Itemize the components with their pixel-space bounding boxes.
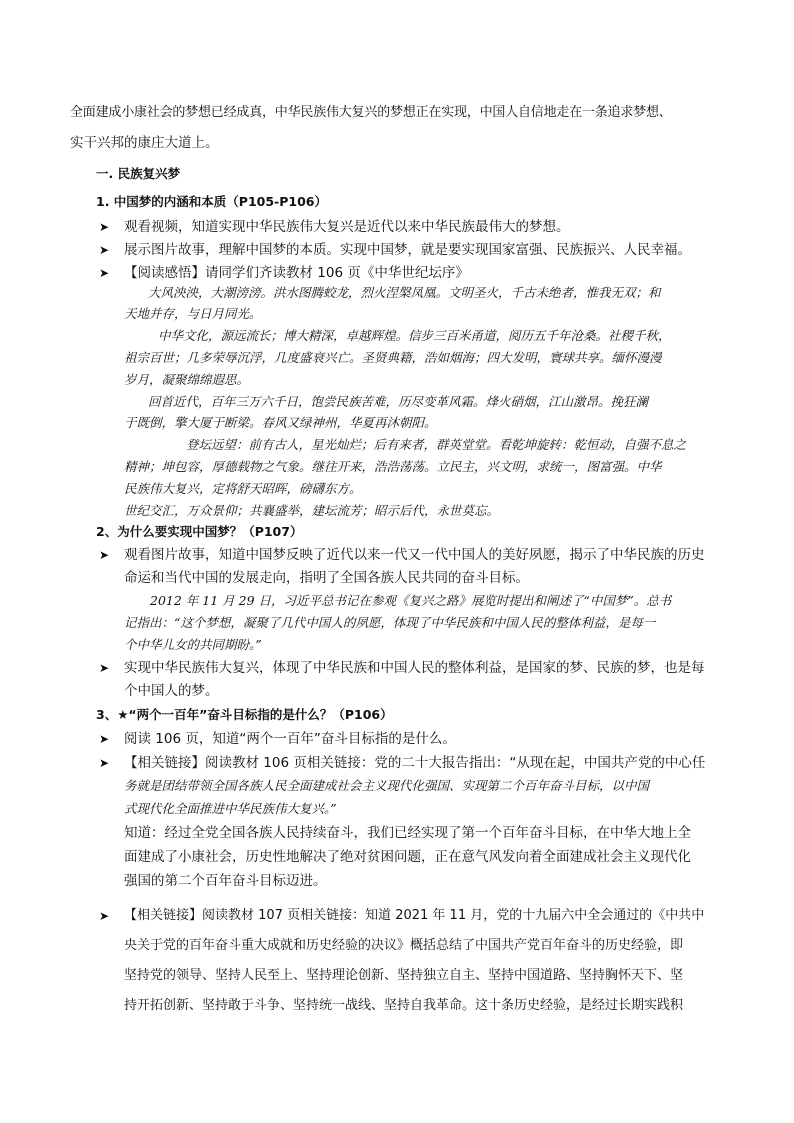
bullet-arrow-icon: ➤	[98, 266, 110, 280]
q2-quote-line: 2012 年 11 月 29 日，习近平总书记在参观《复兴之路》展览时提出和阐述了“中国梦”。总书	[150, 593, 672, 608]
q1-bullet-3: 【阅读感悟】请同学们齐读教材 106 页《中华世纪坛序》	[124, 265, 469, 281]
poem-line: 登坛远望：前有古人，星光灿烂；后有来者，群英堂堂。看乾坤旋转：乾恒动，自强不息之	[186, 437, 687, 452]
q2-quote-line: 个中华儿女的共同期盼。”	[124, 637, 262, 652]
q3-bullet-2-line-2: 务就是团结带领全国各族人民全面建成社会主义现代化强国、实现第二个百年奋斗目标，以中国	[124, 778, 650, 793]
q3-know-line: 强国的第二个百年奋斗目标迈进。	[124, 873, 327, 889]
poem-line: 中华文化，源远流长；博大精深，卓越辉煌。信步三百米甬道，阅历五千年沧桑。社稷千秋，	[158, 328, 671, 343]
poem-line: 于既倒，擎大厦于断梁。春风又绿神州，华夏再沐朝阳。	[124, 415, 437, 430]
q2-bullet-2-line-1: 实现中华民族伟大复兴，体现了中华民族和中国人民的整体利益，是国家的梦、民族的梦，也是每	[124, 660, 705, 676]
q3-bullet-1: 阅读 106 页，知道“两个一百年”奋斗目标指的是什么。	[124, 731, 456, 747]
q3-bullet-3-line-4: 持开拓创新、坚持敢于斗争、坚持统一战线、坚持自我革命。这十条历史经验，是经过长期实践积	[124, 998, 684, 1013]
bullet-arrow-icon: ➤	[98, 661, 110, 675]
q3-heading: 3、★“两个一百年”奋斗目标指的是什么？（P106）	[96, 707, 393, 722]
poem-line: 回首近代，百年三万六千日，饱尝民族苦难，历尽变革风霜。烽火硝烟，江山激昂。挽狂澜	[148, 394, 649, 409]
q2-heading: 2、为什么要实现中国梦？（P107）	[96, 524, 303, 539]
poem-line: 岁月，凝聚绵绵遐思。	[124, 372, 250, 387]
q1-heading: 1. 中国梦的内涵和本质（P105-P106）	[96, 194, 327, 209]
bullet-arrow-icon: ➤	[98, 548, 110, 562]
poem-line: 祖宗百世；几多荣辱沉浮，几度盛衰兴亡。圣贤典籍，浩如烟海；四大发明，寰球共享。缅怀漫漫	[124, 350, 662, 365]
q3-know-line: 知道：经过全党全国各族人民持续奋斗，我们已经实现了第一个百年奋斗目标，在中华大地上全	[124, 825, 691, 841]
poem-line: 世纪交汇，万众景仰；共襄盛举，建坛流芳；昭示后代，永世莫忘。	[124, 503, 500, 518]
bullet-arrow-icon: ➤	[98, 732, 110, 746]
q3-bullet-3-line-2: 央关于党的百年奋斗重大成就和历史经验的决议》概括总结了中国共产党百年奋斗的历史经验，即	[124, 938, 684, 953]
q3-bullet-2-line-1: 【相关链接】阅读教材 106 页相关链接：党的二十大报告指出：“从现在起，中国共产党的中心任	[124, 755, 706, 771]
q1-bullet-1: 观看视频，知道实现中华民族伟大复兴是近代以来中华民族最伟大的梦想。	[124, 219, 570, 235]
q3-bullet-2-line-3: 式现代化全面推进中华民族伟大复兴。”	[124, 801, 337, 816]
q2-quote-line: 记指出：“这个梦想，凝聚了几代中国人的夙愿，体现了中华民族和中国人民的整体利益，是每一	[124, 615, 656, 630]
q2-bullet-1-line-2: 命运和当代中国的发展走向，指明了全国各族人民共同的奋斗目标。	[124, 570, 529, 586]
bullet-arrow-icon: ➤	[98, 243, 110, 257]
intro-line-1: 全面建成小康社会的梦想已经成真，中华民族伟大复兴的梦想正在实现，中国人自信地走在一条追求梦想、	[70, 105, 672, 120]
q3-bullet-3-line-1: 【相关链接】阅读教材 107 页相关链接：知道 2021 年 11 月，党的十九届六中全会通过的《中共中	[124, 908, 705, 923]
q3-know-line: 面建成了小康社会，历史性地解决了绝对贫困问题，正在意气风发向着全面建成社会主义现代化	[124, 849, 691, 865]
intro-line-2: 实干兴邦的康庄大道上。	[70, 135, 219, 151]
section-title: 一. 民族复兴梦	[96, 166, 181, 181]
q2-bullet-1-line-1: 观看图片故事，知道中国梦反映了近代以来一代又一代中国人的美好夙愿，揭示了中华民族的历史	[124, 547, 705, 563]
q1-bullet-2: 展示图片故事，理解中国梦的本质。实现中国梦，就是要实现国家富强、民族振兴、人民幸福。	[124, 242, 691, 258]
bullet-arrow-icon: ➤	[98, 909, 110, 923]
bullet-arrow-icon: ➤	[98, 220, 110, 234]
q2-bullet-2-line-2: 个中国人的梦。	[124, 683, 219, 699]
bullet-arrow-icon: ➤	[98, 756, 110, 770]
q3-bullet-3-line-3: 坚持党的领导、坚持人民至上、坚持理论创新、坚持独立自主、坚持中国道路、坚持胸怀天下、坚	[124, 968, 684, 983]
poem-line: 民族伟大复兴，定将舒天昭晖，磅礴东方。	[124, 481, 362, 496]
poem-line: 大风泱泱，大潮滂滂。洪水图腾蛟龙，烈火涅槃凤凰。文明圣火，千古未绝者，惟我无双；和	[148, 285, 661, 300]
poem-line: 天地并存，与日月同光。	[124, 306, 262, 321]
poem-line: 精神；坤包容，厚德载物之气象。继往开来，浩浩荡荡。立民主，兴文明，求统一，图富强。中华	[124, 459, 662, 474]
